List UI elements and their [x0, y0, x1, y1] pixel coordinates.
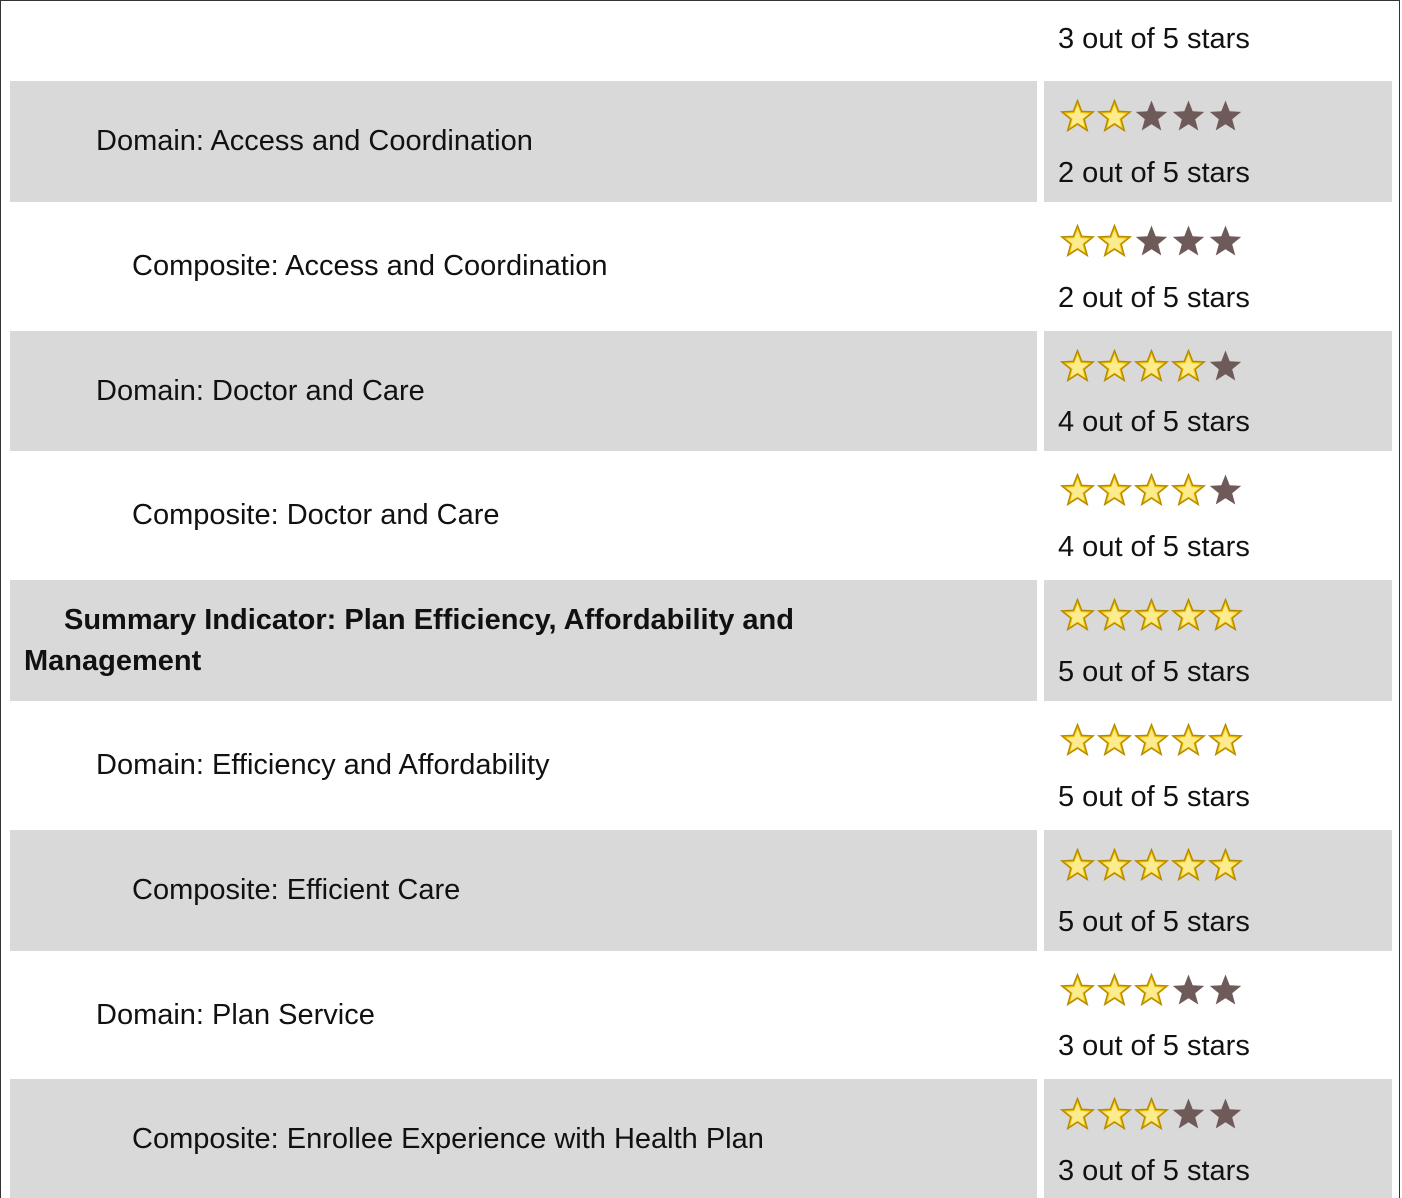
table-row: [1, 705, 1400, 826]
star-filled-icon: [1060, 99, 1095, 133]
star-filled-icon: [1097, 973, 1132, 1007]
row-label-cell: [10, 81, 1037, 202]
domain-label: Domain: Access and Coordination: [96, 125, 533, 157]
rating-text: 3 out of 5 stars: [1058, 23, 1250, 55]
star-filled-icon: [1171, 848, 1206, 882]
domain-label: Domain: Doctor and Care: [96, 374, 425, 407]
star-empty-icon: [1171, 99, 1206, 133]
rating-cell: [1044, 81, 1392, 202]
rating-cell: [1044, 955, 1392, 1075]
star-empty-icon: [1208, 473, 1243, 507]
star-filled-icon: [1171, 598, 1206, 632]
summary-indicator-label: Summary Indicator: Plan Efficiency, Affordability and Management: [24, 603, 794, 677]
row-label-cell: [10, 206, 1037, 327]
star-empty-icon: [1171, 1097, 1206, 1131]
rating-cell: [1044, 206, 1392, 327]
star-filled-icon: [1097, 848, 1132, 882]
composite-label: Composite: Doctor and Care: [132, 499, 500, 531]
row-label-cell: [10, 1079, 1037, 1198]
star-filled-icon: [1097, 1097, 1132, 1131]
star-empty-icon: [1134, 99, 1169, 133]
row-label-cell: [10, 955, 1037, 1075]
star-filled-icon: [1060, 598, 1095, 632]
row-label-cell: [10, 830, 1037, 951]
table-row: [1, 455, 1400, 576]
rating-cell: [1044, 1, 1392, 81]
rating-text: 4 out of 5 stars: [1058, 531, 1250, 563]
row-label-cell: [10, 331, 1037, 451]
star-rating: [1060, 1097, 1243, 1131]
star-empty-icon: [1208, 99, 1243, 133]
star-filled-icon: [1097, 473, 1132, 507]
star-rating: [1060, 349, 1243, 383]
star-empty-icon: [1208, 973, 1243, 1007]
star-empty-icon: [1208, 1097, 1243, 1131]
star-filled-icon: [1097, 598, 1132, 632]
table-row: [1, 830, 1400, 951]
domain-label: Domain: Efficiency and Affordability: [96, 749, 550, 781]
rating-text: 5 out of 5 stars: [1058, 781, 1250, 813]
star-rating: [1060, 473, 1243, 507]
rating-cell: [1044, 331, 1392, 451]
star-filled-icon: [1134, 1097, 1169, 1131]
star-rating: [1060, 598, 1243, 632]
star-empty-icon: [1208, 224, 1243, 258]
star-filled-icon: [1097, 224, 1132, 258]
rating-cell: [1044, 580, 1392, 701]
rating-text: 5 out of 5 stars: [1058, 906, 1250, 938]
star-rating: [1060, 99, 1243, 133]
star-rating: [1060, 973, 1243, 1007]
star-filled-icon: [1060, 349, 1095, 383]
star-filled-icon: [1097, 99, 1132, 133]
rating-cell: [1044, 455, 1392, 576]
star-filled-icon: [1060, 224, 1095, 258]
star-filled-icon: [1134, 473, 1169, 507]
star-filled-icon: [1060, 723, 1095, 757]
row-label-cell: [10, 580, 1037, 701]
star-empty-icon: [1171, 224, 1206, 258]
star-rating: [1060, 848, 1243, 882]
composite-label: Composite: Enrollee Experience with Health Plan: [132, 1123, 764, 1155]
rating-text: 2 out of 5 stars: [1058, 282, 1250, 314]
star-filled-icon: [1171, 473, 1206, 507]
rating-cell: [1044, 830, 1392, 951]
composite-label: Composite: Access and Coordination: [132, 250, 608, 282]
label-cell: [10, 1, 1037, 81]
star-filled-icon: [1134, 598, 1169, 632]
rating-text: 3 out of 5 stars: [1058, 1030, 1250, 1062]
table-row: [1, 81, 1400, 202]
table-row: [1, 955, 1400, 1075]
star-filled-icon: [1097, 723, 1132, 757]
star-filled-icon: [1134, 349, 1169, 383]
row-label-cell: [10, 455, 1037, 576]
rating-text: 5 out of 5 stars: [1058, 656, 1250, 688]
star-rating: [1060, 723, 1243, 757]
table-row: [1, 331, 1400, 451]
star-filled-icon: [1208, 723, 1243, 757]
domain-label: Domain: Plan Service: [96, 998, 375, 1031]
rating-text: 3 out of 5 stars: [1058, 1155, 1250, 1187]
star-filled-icon: [1060, 473, 1095, 507]
table-row: [1, 580, 1400, 701]
star-filled-icon: [1134, 723, 1169, 757]
star-filled-icon: [1171, 723, 1206, 757]
star-filled-icon: [1208, 598, 1243, 632]
star-filled-icon: [1097, 349, 1132, 383]
row-label-cell: [10, 705, 1037, 826]
star-filled-icon: [1208, 848, 1243, 882]
star-empty-icon: [1171, 973, 1206, 1007]
composite-label: Composite: Efficient Care: [132, 874, 461, 906]
star-filled-icon: [1060, 1097, 1095, 1131]
star-filled-icon: [1134, 848, 1169, 882]
star-empty-icon: [1134, 224, 1169, 258]
table-row-partial: [1, 1, 1400, 81]
star-filled-icon: [1060, 973, 1095, 1007]
star-filled-icon: [1134, 973, 1169, 1007]
rating-text: 4 out of 5 stars: [1058, 406, 1250, 438]
star-filled-icon: [1171, 349, 1206, 383]
table-row: [1, 206, 1400, 327]
rating-text: 2 out of 5 stars: [1058, 157, 1250, 189]
star-filled-icon: [1060, 848, 1095, 882]
star-rating: [1060, 224, 1243, 258]
rating-cell: [1044, 705, 1392, 826]
table-row: [1, 1079, 1400, 1198]
star-empty-icon: [1208, 349, 1243, 383]
rating-cell: [1044, 1079, 1392, 1198]
